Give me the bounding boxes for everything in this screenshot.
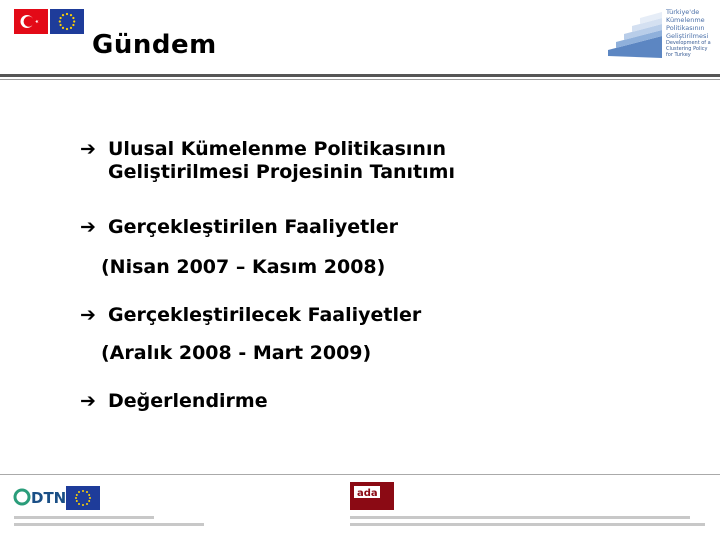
logo-subtext — [666, 40, 718, 58]
logo-sub-line: for Turkey — [666, 52, 691, 58]
ada-logo-icon — [350, 482, 394, 510]
eu-flag-footer-icon — [66, 486, 100, 510]
agenda-item-text: Gerçekleştirilen Faaliyetler — [108, 216, 399, 238]
footer-divider — [0, 474, 720, 475]
agenda-item-3-dates: (Aralık 2008 - Mart 2009) — [101, 342, 372, 364]
agenda-item-text-cont: Geliştirilmesi Projesinin Tanıtımı — [108, 161, 455, 183]
footer-text-line — [350, 516, 690, 519]
agenda-item-3 — [80, 304, 421, 327]
logo-text-line: Kümelenme — [666, 16, 705, 24]
arrow-right-icon: ➔ — [80, 216, 96, 238]
arrow-right-icon: ➔ — [80, 138, 96, 160]
dtn-label: DTN — [31, 489, 67, 507]
arrow-right-icon: ➔ — [80, 390, 96, 412]
agenda-item-1 — [80, 138, 455, 184]
agenda-item-4 — [80, 390, 268, 413]
logo-sub-line: Development of a — [666, 40, 711, 46]
footer-text-line — [14, 523, 204, 526]
agenda-item-2-dates: (Nisan 2007 – Kasım 2008) — [101, 256, 386, 278]
logo-text-line: Türkiye'de — [666, 8, 700, 16]
logo-text-line: Politikasının — [666, 24, 705, 32]
footer-text-right — [350, 516, 710, 526]
ada-label: ada — [357, 488, 378, 499]
page-title: Gündem — [92, 30, 217, 60]
turkey-flag-icon — [14, 9, 48, 34]
header-divider — [0, 74, 720, 77]
eu-flag-icon — [50, 9, 84, 34]
logo-sub-line: Clustering Policy — [666, 46, 708, 52]
footer-text-left — [14, 516, 214, 526]
logo-text — [666, 8, 718, 40]
arrow-right-icon: ➔ — [80, 304, 96, 326]
agenda-item-2 — [80, 216, 398, 239]
agenda-item-text: Ulusal Kümelenme Politikasının — [108, 138, 446, 160]
logo-text-line: Geliştirilmesi — [666, 32, 709, 40]
dtn-logo-icon — [14, 486, 67, 508]
agenda-item-text: Gerçekleştirilecek Faaliyetler — [108, 304, 422, 326]
agenda-item-text: Değerlendirme — [108, 390, 268, 412]
footer-text-line — [14, 516, 154, 519]
footer-text-line — [350, 523, 705, 526]
header-divider-thin — [0, 79, 720, 80]
